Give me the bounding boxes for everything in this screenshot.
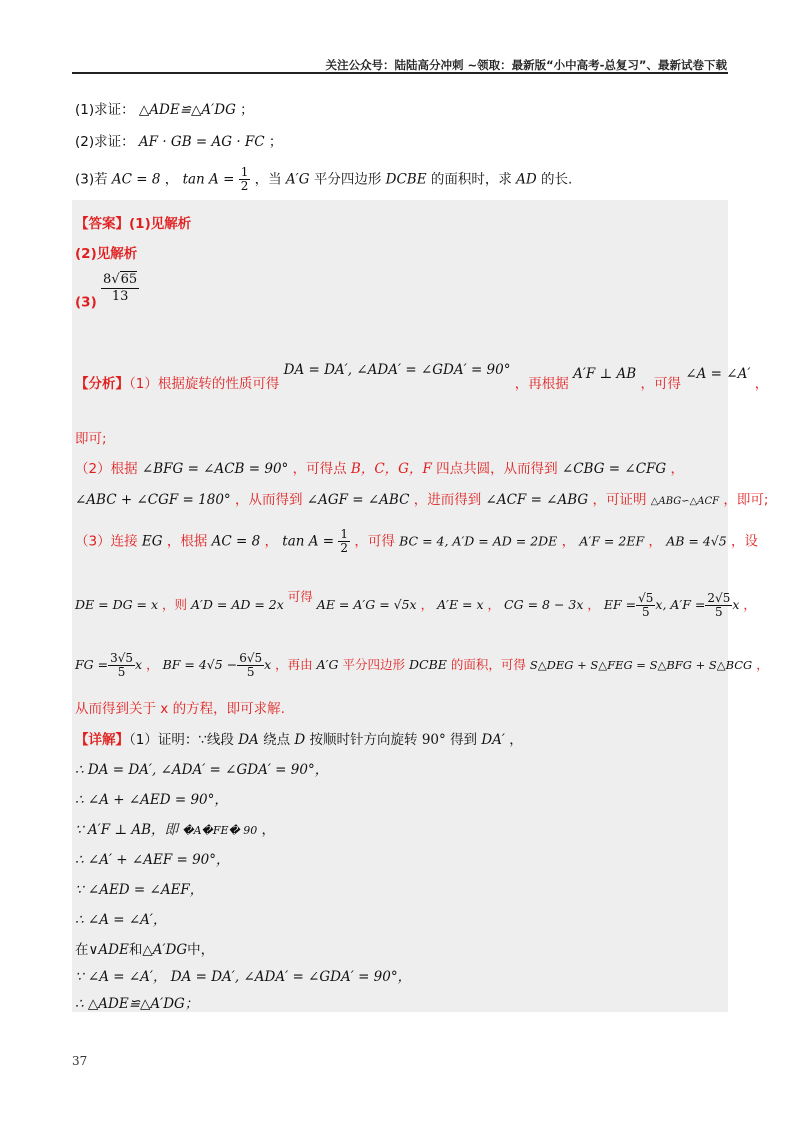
analysis-l5-eg: EG — [141, 533, 163, 550]
detail-l9-b: DA = DA′, ∠ADA′ = ∠GDA′ = 90°， — [170, 969, 412, 985]
detail-line-8 — [75, 938, 214, 958]
q3-frac-den: 2 — [240, 179, 249, 193]
detail-l8-a: 在 — [75, 942, 89, 958]
analysis-l5-ac: AC = 8 — [211, 533, 261, 550]
analysis-l7-fg-num: 3√5 — [110, 651, 134, 665]
analysis-l6-af-den: 5 — [715, 605, 723, 619]
analysis-l4-math2: ∠AGF = ∠ABC — [306, 492, 410, 508]
analysis-l5-f: ， — [648, 533, 662, 550]
detail-tag: 【详解】 — [75, 732, 129, 748]
answer-line-2 — [75, 242, 137, 262]
analysis-l4-d: ，即可; — [723, 492, 769, 508]
detail-line-10: ∴ △ADE≌△A′DG； — [75, 996, 199, 1012]
analysis-l3-b: ，可得点 — [292, 461, 347, 477]
analysis-l7-bf-num: 6√5 — [239, 651, 263, 665]
detail-l1-f: ， — [509, 732, 523, 748]
answer-2: (2)见解析 — [75, 246, 138, 262]
answer-3-den: 13 — [111, 289, 129, 304]
detail-line-3: ∴ ∠A + ∠AED = 90°， — [75, 792, 228, 808]
analysis-l4-math4: △ABG∽△ACF — [650, 496, 720, 507]
analysis-l7-bf-den: 5 — [246, 665, 255, 679]
analysis-line-2: 即可; — [75, 431, 107, 447]
analysis-l4-math3: ∠ACF = ∠ABG — [485, 492, 589, 508]
q3-frac-num: 1 — [240, 165, 249, 179]
q3-mid: ，当 — [254, 171, 282, 188]
analysis-l6-af-x: x — [732, 597, 740, 612]
analysis-l6-af-num: 2√5 — [707, 591, 731, 605]
analysis-l6-math2: A′D = AD = 2x — [191, 597, 284, 612]
question-3 — [75, 166, 572, 193]
detail-line-4 — [75, 818, 275, 838]
analysis-l4-a: ，从而得到 — [234, 492, 303, 508]
detail-l4-a: ∵ A′F ⊥ AB，即 — [75, 822, 179, 838]
page-header: 关注公众号：陆陆高分冲刺 ~领取：最新版“小中高考-总复习”、最新试卷下载 — [325, 58, 727, 72]
analysis-l3-a: （2）根据 — [75, 461, 138, 477]
analysis-line-6 — [75, 589, 756, 619]
analysis-l3-math2: ∠CBG = ∠CFG — [561, 461, 667, 477]
detail-line-6: ∵ ∠AED = ∠AEF， — [75, 882, 204, 898]
detail-l1-deg: 90° — [421, 732, 446, 748]
answer-1: (1)见解析 — [129, 216, 192, 232]
detail-line-2: ∴ DA = DA′, ∠ADA′ = ∠GDA′ = 90°， — [75, 762, 329, 778]
detail-l4-c: ， — [261, 822, 276, 838]
page-number: 37 — [72, 1054, 88, 1068]
answer-3-num: 8√65 — [103, 272, 138, 287]
analysis-l5-fraction — [338, 528, 350, 555]
answer-tag: 【答案】 — [75, 216, 129, 232]
analysis-l3-d: ， — [670, 461, 684, 477]
q3-ac: AC = 8 — [111, 171, 161, 188]
q2-end: ； — [268, 134, 283, 150]
detail-l1-da: DA — [238, 732, 259, 748]
analysis-l6-e: ， — [587, 597, 600, 612]
detail-l1-d: D — [294, 732, 306, 748]
analysis-l6-ef: EF = — [603, 597, 637, 612]
q3-tan: tan A = — [182, 171, 235, 188]
q3-mid3: 的面积时，求 — [430, 171, 512, 188]
detail-line-1 — [75, 728, 523, 748]
analysis-l4-b: ，进而得到 — [413, 492, 482, 508]
q2-label: (2)求证： — [75, 134, 135, 150]
analysis-l6-af-fraction — [705, 592, 732, 619]
analysis-l6-b: 可得 — [287, 589, 313, 604]
detail-l1-da2: DA′ — [481, 732, 505, 748]
analysis-l5-b: ，根据 — [166, 533, 208, 550]
analysis-l6-d: ， — [487, 597, 501, 612]
analysis-l3-points: B，C，G，F — [350, 461, 432, 477]
detail-line-9 — [75, 965, 411, 985]
q3-mid2: 平分四边形 — [313, 171, 382, 188]
analysis-l7-bf-fraction — [237, 652, 264, 679]
analysis-l1-a: （1）根据旋转的性质可得 — [129, 376, 280, 392]
analysis-l3-c: 四点共圆，从而得到 — [436, 461, 558, 477]
analysis-l6-math3: AE = A′G = √5x — [316, 597, 417, 612]
detail-line-5: ∴ ∠A′ + ∠AEF = 90°， — [75, 852, 230, 868]
analysis-l7-fg: FG = — [75, 657, 109, 672]
analysis-l1-math: DA = DA′, ∠ADA′ = ∠GDA′ = 90° — [283, 362, 511, 378]
analysis-l7-bf-x: x — [264, 657, 272, 672]
q2-math: AF · GB = AG · FC — [138, 134, 265, 150]
q1-math: △ADE≌△A′DG — [138, 102, 236, 118]
detail-l1-b: 绕点 — [263, 732, 291, 748]
analysis-l6-ef-num: √5 — [638, 591, 654, 605]
answer-3-fraction — [101, 272, 139, 305]
analysis-l6-math5: CG = 8 − 3x — [504, 597, 584, 612]
analysis-l6-c: ， — [420, 597, 434, 612]
analysis-l4-math: ∠ABC + ∠CGF = 180° — [75, 492, 231, 508]
q3-fraction — [239, 166, 251, 193]
answer-3-label: (3) — [75, 294, 97, 311]
q3-end: 的长. — [541, 171, 573, 188]
detail-l1-a: （1）证明：∵线段 — [129, 732, 234, 748]
detail-l1-c: 按顺时针方向旋转 — [309, 732, 418, 748]
answer-3-num-coef: 8 — [103, 272, 112, 287]
analysis-l5-g: ，设 — [731, 533, 759, 550]
q3-label: (3)若 — [75, 171, 108, 188]
analysis-l1-b: ，再根据 — [514, 376, 569, 392]
detail-l8-c: 和 — [128, 942, 143, 958]
analysis-l5-math3: AB = 4√5 — [666, 533, 727, 549]
analysis-l7-fg-den: 5 — [117, 665, 126, 679]
analysis-l6-math4: A′E = x — [437, 597, 484, 612]
analysis-l6-ef-den: 5 — [641, 605, 650, 619]
analysis-l7-a: ， — [146, 657, 159, 672]
analysis-l5-tan: tan A = — [282, 533, 335, 550]
analysis-l6-a: ，则 — [162, 597, 188, 612]
answer-line-3 — [75, 272, 139, 311]
analysis-line-8: 从而得到关于 x 的方程，即可求解. — [75, 701, 285, 717]
analysis-l7-bf: BF = 4√5 − — [162, 657, 238, 672]
analysis-l5-d: ，可得 — [354, 533, 395, 550]
analysis-l7-ag: A′G — [316, 657, 339, 672]
analysis-l7-e: ， — [756, 657, 769, 672]
answer-line-1 — [75, 212, 191, 232]
detail-l8-d: △A′DG — [142, 942, 188, 958]
analysis-l5-e: ， — [561, 533, 576, 550]
analysis-l7-math: S△DEG + S△FEG = S△BFG + S△BCG — [529, 658, 753, 672]
q1-end: ； — [240, 102, 254, 118]
detail-l9-a: ∵ ∠A = ∠A′， — [75, 969, 167, 985]
q3-comma: ， — [164, 171, 179, 188]
header-rule — [72, 72, 728, 74]
analysis-line-4 — [75, 488, 768, 508]
q1-label: (1)求证： — [75, 102, 135, 118]
detail-l1-e: 得到 — [450, 732, 478, 748]
analysis-line-1 — [75, 362, 769, 392]
analysis-l5-math2: A′F = 2EF — [579, 533, 645, 549]
detail-line-7: ∴ ∠A = ∠A′， — [75, 912, 167, 928]
analysis-l7-b: ，再由 — [275, 657, 313, 672]
question-1 — [75, 98, 254, 118]
analysis-l6-math: DE = DG = x — [75, 597, 159, 612]
analysis-line-7 — [75, 652, 769, 679]
q3-dcbe: DCBE — [385, 171, 427, 188]
analysis-line-3 — [75, 457, 684, 477]
analysis-l1-d: ， — [754, 376, 769, 392]
analysis-l5-fn: 1 — [340, 527, 349, 541]
analysis-line-5 — [75, 528, 758, 555]
answer-3-num-radicand: 65 — [120, 272, 138, 287]
analysis-l5-fd: 2 — [340, 541, 349, 555]
analysis-l1-c: ，可得 — [640, 376, 682, 392]
analysis-l5-a: （3）连接 — [75, 533, 138, 550]
analysis-l4-c: ，可证明 — [592, 492, 647, 508]
detail-l8-b: ∨ADE — [88, 942, 129, 958]
detail-l8-e: 中， — [187, 942, 215, 958]
analysis-l5-math: BC = 4, A′D = AD = 2DE — [399, 533, 558, 549]
q3-ag: A′G — [285, 171, 310, 188]
analysis-l7-dcbe: DCBE — [409, 657, 447, 672]
analysis-l7-c: 平分四边形 — [342, 657, 406, 672]
detail-l4-b: �A�FE� 90 — [182, 824, 258, 837]
analysis-l1-math3: ∠A = ∠A′ — [685, 366, 751, 382]
analysis-l5-c: ， — [264, 533, 278, 550]
analysis-l1-math2: A′F ⊥ AB — [573, 366, 637, 382]
analysis-l3-math: ∠BFG = ∠ACB = 90° — [141, 461, 289, 477]
analysis-l7-fg-fraction — [108, 652, 135, 679]
analysis-l7-d: 的面积，可得 — [450, 657, 526, 672]
analysis-tag: 【分析】 — [75, 376, 129, 392]
analysis-l6-ef-fraction — [636, 592, 655, 619]
analysis-l6-f: ， — [743, 597, 756, 612]
analysis-l6-ef-x: x, A′F = — [655, 597, 706, 612]
analysis-l7-fg-x: x — [135, 657, 143, 672]
question-2 — [75, 130, 282, 150]
q3-ad: AD — [516, 171, 537, 188]
